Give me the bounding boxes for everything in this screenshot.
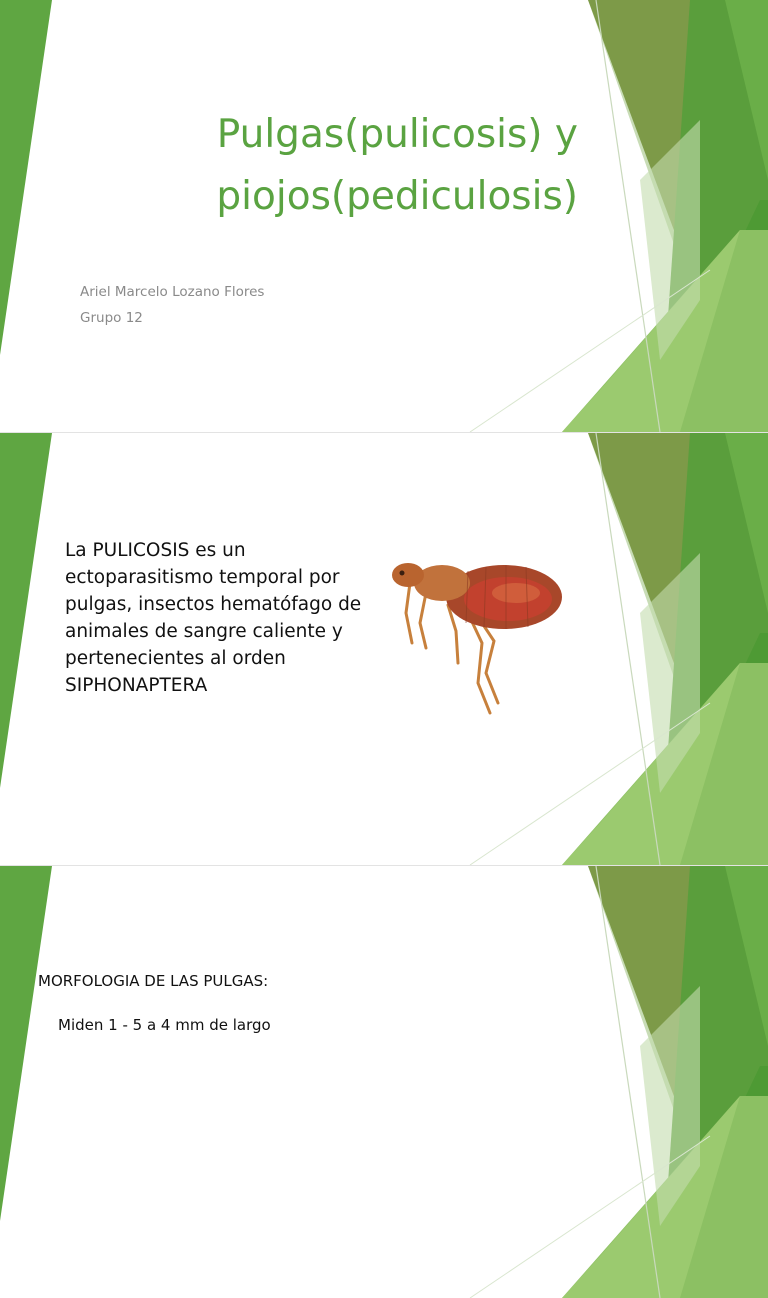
flea-illustration (386, 553, 572, 723)
pulicosis-description: La PULICOSIS es un ectoparasitismo temporal por pulgas, insectos hematófago de animales de sangre caliente y pertenecientes al orden SIPHONAPTERA (65, 540, 362, 696)
morphology-bullet: Miden 1 - 5 a 4 mm de largo (58, 1016, 271, 1034)
slide-1 (0, 0, 768, 432)
group-label: Grupo 12 (80, 310, 143, 326)
author-name: Ariel Marcelo Lozano Flores (80, 284, 265, 300)
slide-2 (0, 433, 768, 865)
slide-title: Pulgas(pulicosis) y piojos(pediculosis) (216, 112, 578, 219)
morphology-heading: MORFOLOGIA DE LAS PULGAS: (38, 972, 269, 990)
slide-3 (0, 866, 768, 1298)
slide-decoration (0, 866, 768, 1298)
